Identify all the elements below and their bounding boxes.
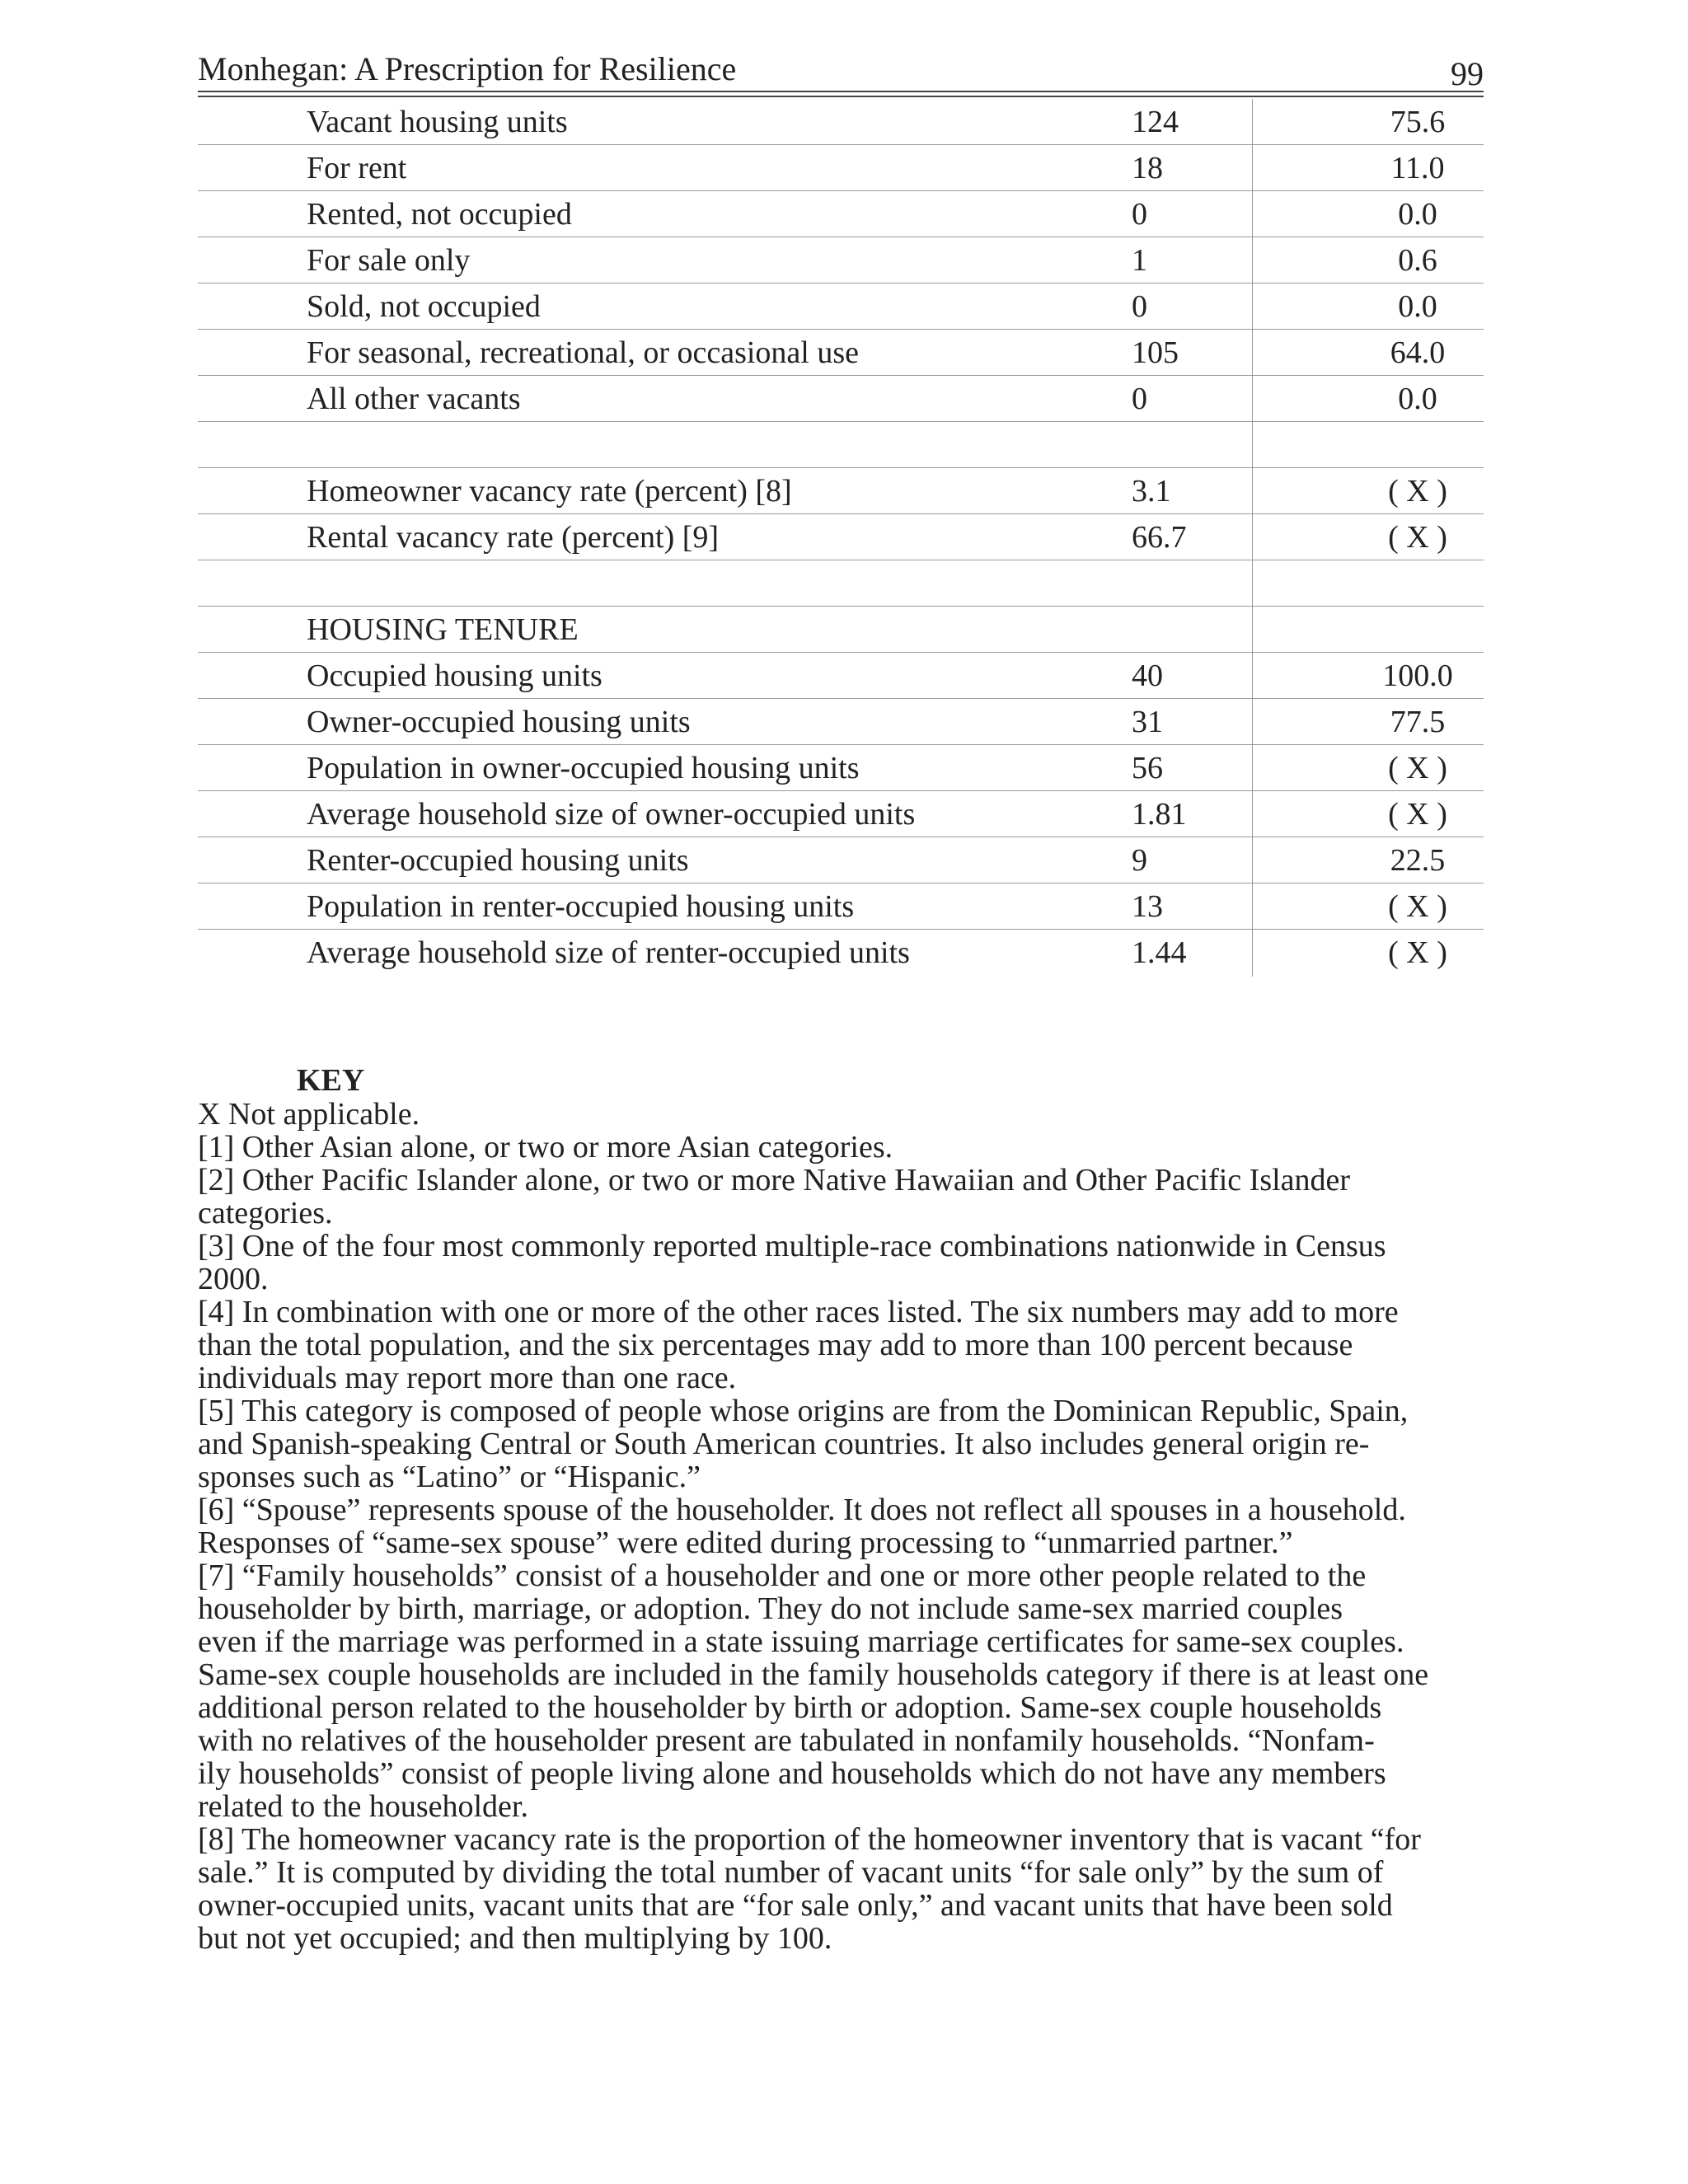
row-percent: 0.0 [1398,382,1437,416]
row-number: 13 [1132,889,1163,924]
row-label: For sale only [307,243,471,278]
key-section [198,1063,1500,1955]
key-line: householder by birth, marriage, or adoption. They do not include same-sex married couples [198,1591,1343,1626]
key-line: [5] This category is composed of people whose origins are from the Dominican Republic, Spain, [198,1394,1409,1428]
table-row [198,930,1484,976]
key-line: individuals may report more than one race. [198,1361,737,1395]
row-percent: ( X ) [1388,889,1447,924]
row-percent: ( X ) [1388,797,1447,832]
row-number: 0 [1132,197,1147,232]
table-row [198,837,1484,883]
table-column-divider [1252,99,1253,977]
table-row [198,284,1484,330]
row-number: 3.1 [1132,474,1171,509]
row-percent: 64.0 [1390,335,1446,370]
key-line: with no relatives of the householder present are tabulated in nonfamily households. “Nonfam- [198,1723,1375,1758]
table-row [198,422,1484,468]
key-line: [6] “Spouse” represents spouse of the householder. It does not reflect all spouses in a household. [198,1493,1406,1527]
table-row [198,514,1484,560]
row-label: HOUSING TENURE [307,612,579,647]
row-percent: 11.0 [1390,151,1445,185]
row-label: Rental vacancy rate (percent) [9] [307,520,720,555]
row-number: 1 [1132,243,1147,278]
key-line: 2000. [198,1262,269,1296]
row-label: All other vacants [307,382,521,416]
key-line: even if the marriage was performed in a state issuing marriage certificates for same-sex couples. [198,1624,1404,1659]
row-percent: ( X ) [1388,751,1447,785]
row-label: Vacant housing units [307,105,568,139]
row-percent: 75.6 [1390,105,1446,139]
row-label: Population in renter-occupied housing units [307,889,855,924]
row-percent: 22.5 [1390,843,1446,878]
row-label: For rent [307,151,407,185]
row-number: 18 [1132,151,1163,185]
row-percent: 77.5 [1390,705,1446,739]
table-row [198,468,1484,514]
key-line: [7] “Family households” consist of a householder and one or more other people related to the [198,1558,1367,1593]
table-row [198,376,1484,422]
key-line: additional person related to the householder by birth or adoption. Same-sex couple households [198,1690,1382,1725]
table-row [198,330,1484,376]
row-label: Renter-occupied housing units [307,843,689,878]
row-number: 31 [1132,705,1163,739]
header-rule [198,91,1484,92]
key-lines [198,1098,1500,1955]
key-line: [3] One of the four most commonly reported multiple-race combinations nationwide in Census [198,1229,1386,1263]
row-label: Rented, not occupied [307,197,572,232]
key-line: X Not applicable. [198,1097,420,1132]
table-row [198,99,1484,145]
key-line: related to the householder. [198,1789,528,1824]
key-line: than the total population, and the six percentages may add to more than 100 percent because [198,1328,1353,1362]
key-line: [1] Other Asian alone, or two or more Asian categories. [198,1130,893,1165]
row-number: 9 [1132,843,1147,878]
table-row [198,237,1484,284]
row-number: 40 [1132,658,1163,693]
row-label: Sold, not occupied [307,289,541,324]
key-line: Same-sex couple households are included in the family households category if there is at least one [198,1657,1429,1692]
row-label: For seasonal, recreational, or occasional use [307,335,860,370]
row-percent: 100.0 [1382,658,1453,693]
table-row [198,653,1484,699]
table-row [198,560,1484,607]
key-title: KEY [297,1063,365,1098]
key-line: categories. [198,1196,333,1230]
key-line: but not yet occupied; and then multiplying by 100. [198,1921,832,1956]
row-number: 1.81 [1132,797,1187,832]
key-line: Responses of “same-sex spouse” were edited during processing to “unmarried partner.” [198,1526,1293,1560]
row-label: Occupied housing units [307,658,603,693]
key-line: sponses such as “Latino” or “Hispanic.” [198,1460,701,1494]
table-row [198,883,1484,930]
key-line: [8] The homeowner vacancy rate is the proportion of the homeowner inventory that is vacant “for [198,1822,1421,1857]
key-line: [4] In combination with one or more of the other races listed. The six numbers may add to more [198,1295,1399,1329]
row-label: Average household size of owner-occupied units [307,797,916,832]
table-row [198,699,1484,745]
table-row [198,145,1484,191]
key-line: [2] Other Pacific Islander alone, or two or more Native Hawaiian and Other Pacific Islander [198,1163,1351,1197]
page-number: 99 [1451,55,1484,92]
key-line: owner-occupied units, vacant units that are “for sale only,” and vacant units that have been sold [198,1888,1393,1923]
table-row [198,791,1484,837]
row-number: 66.7 [1132,520,1187,555]
running-title: Monhegan: A Prescription for Resilience [198,50,737,87]
row-percent: 0.0 [1398,289,1437,324]
row-number: 56 [1132,751,1163,785]
row-percent: 0.0 [1398,197,1437,232]
key-line: and Spanish-speaking Central or South American countries. It also includes general origin re- [198,1427,1370,1461]
housing-table [198,99,1484,976]
row-label: Owner-occupied housing units [307,705,691,739]
table-row [198,191,1484,237]
row-percent: ( X ) [1388,474,1447,509]
row-percent: ( X ) [1388,520,1447,555]
table-row [198,745,1484,791]
key-line: sale.” It is computed by dividing the total number of vacant units “for sale only” by the sum of [198,1855,1384,1890]
key-line: ily households” consist of people living alone and households which do not have any members [198,1756,1386,1791]
row-percent: ( X ) [1388,935,1447,970]
page-header [198,48,1484,91]
row-number: 124 [1132,105,1179,139]
row-number: 1.44 [1132,935,1187,970]
row-number: 0 [1132,289,1147,324]
table-row [198,607,1484,653]
row-percent: 0.6 [1398,243,1437,278]
row-number: 105 [1132,335,1179,370]
header-rule-secondary [198,96,1484,97]
row-number: 0 [1132,382,1147,416]
row-label: Average household size of renter-occupied units [307,935,910,970]
row-label: Population in owner-occupied housing units [307,751,860,785]
row-label: Homeowner vacancy rate (percent) [8] [307,474,792,509]
